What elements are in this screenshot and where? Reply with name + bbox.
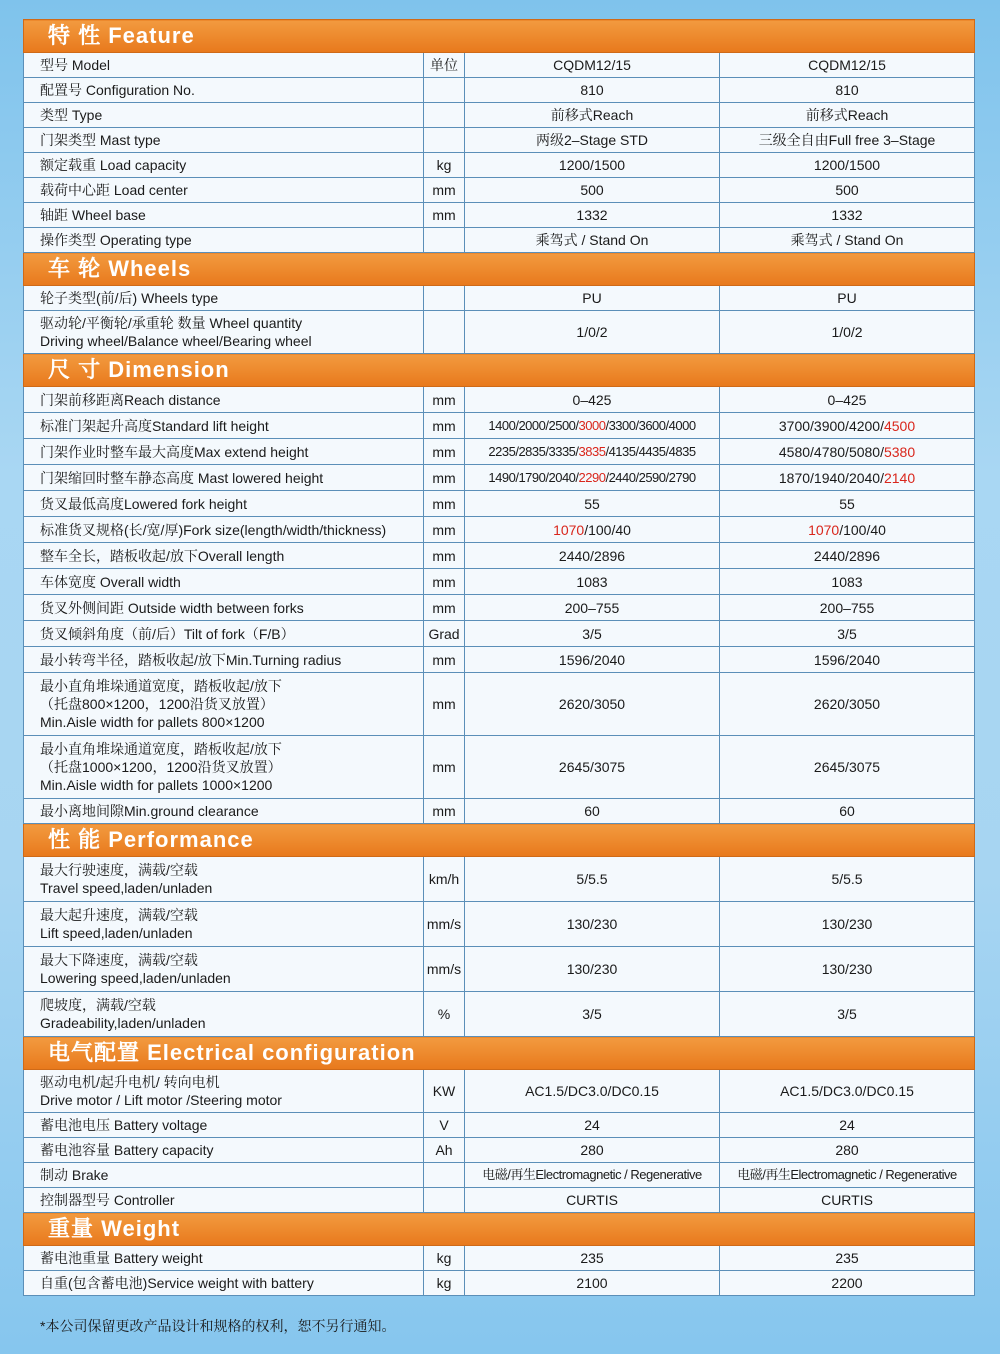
row-unit: km/h [424,857,465,902]
row-unit: mm [424,413,465,439]
table-row [24,128,975,153]
table-row [24,387,975,413]
value-model-2: 1596/2040 [720,647,975,673]
value-model-1: 0–425 [465,387,720,413]
value-part: /3300/3600/4000 [605,417,696,433]
value-model-2: 500 [720,178,975,203]
row-label: 类型 Type [24,103,424,128]
value-model-1: 60 [465,799,720,824]
row-label [24,857,424,902]
footnote: *本公司保留更改产品设计和规格的权利，恕不另行通知。 [40,1318,396,1334]
row-label-line: 驱动电机/起升电机/ 转向电机 [40,1074,220,1090]
row-label [24,902,424,947]
row-unit: % [424,992,465,1037]
value-model-1: 两级2–Stage STD [465,128,720,153]
row-label-line: 最大起升速度，满载/空载 [40,907,198,923]
row-label: 门架作业时整车最大高度Max extend height [24,439,424,465]
table-row [24,228,975,253]
row-label [24,1070,424,1113]
row-unit: mm [424,491,465,517]
value-part: 4580/4780/5080/ [778,443,884,460]
table-row [24,1188,975,1213]
row-unit [424,311,465,354]
table-row [24,736,975,799]
value-model-1: 2620/3050 [465,673,720,736]
value-model-1: 1596/2040 [465,647,720,673]
value-model-1: 1/0/2 [465,311,720,354]
row-unit [424,128,465,153]
value-model-2: 1083 [720,569,975,595]
table-row [24,647,975,673]
row-unit: kg [424,1246,465,1271]
value-model-2: 130/230 [720,947,975,992]
row-label: 最小转弯半径，踏板收起/放下Min.Turning radius [24,647,424,673]
row-label: 蓄电池重量 Battery weight [24,1246,424,1271]
row-label: 货叉外侧间距 Outside width between forks [24,595,424,621]
row-unit [424,78,465,103]
row-label: 制动 Brake [24,1163,424,1188]
value-model-1: 200–755 [465,595,720,621]
row-label [24,311,424,354]
row-label [24,736,424,799]
row-unit: KW [424,1070,465,1113]
value-model-1: 500 [465,178,720,203]
value-model-2: 三级全自由Full free 3–Stage [720,128,975,153]
row-label: 轴距 Wheel base [24,203,424,228]
table-row [24,947,975,992]
table-row [24,992,975,1037]
value-model-2: CURTIS [720,1188,975,1213]
value-model-2 [720,413,975,439]
table-row [24,491,975,517]
table-row [24,286,975,311]
row-unit: mm [424,595,465,621]
row-label: 蓄电池容量 Battery capacity [24,1138,424,1163]
value-model-2: 235 [720,1246,975,1271]
value-model-2: 1332 [720,203,975,228]
table-row [24,53,975,78]
row-label: 操作类型 Operating type [24,228,424,253]
section-header-weight [24,1213,975,1246]
section-title: 特 性 Feature [24,20,975,53]
section-header-wheels [24,253,975,286]
value-model-2: 60 [720,799,975,824]
value-model-2: 前移式Reach [720,103,975,128]
value-model-2: 280 [720,1138,975,1163]
value-model-2: 200–755 [720,595,975,621]
value-model-2: 1/0/2 [720,311,975,354]
spec-table [23,19,975,1296]
value-model-2 [720,439,975,465]
value-model-2: CQDM12/15 [720,53,975,78]
row-label-line: Lowering speed,laden/unladen [40,970,231,986]
row-label-line: Driving wheel/Balance wheel/Bearing wheel [40,333,312,349]
row-unit [424,1188,465,1213]
value-part: 1400/2000/2500/ [488,417,579,433]
value-model-1: PU [465,286,720,311]
value-model-1: 130/230 [465,902,720,947]
table-row [24,569,975,595]
value-part: /4135/4435/4835 [605,443,696,459]
value-model-2: 130/230 [720,902,975,947]
value-model-1: 2645/3075 [465,736,720,799]
row-label-line: 最小直角堆垛通道宽度，踏板收起/放下 [40,741,282,757]
value-model-1: 电磁/再生Electromagnetic / Regenerative [465,1163,720,1188]
row-unit: mm [424,387,465,413]
highlight-value: 1070 [553,521,585,538]
value-model-2: 2645/3075 [720,736,975,799]
table-row [24,799,975,824]
table-row [24,413,975,439]
table-row [24,153,975,178]
row-label: 轮子类型(前/后) Wheels type [24,286,424,311]
row-label-line: Min.Aisle width for pallets 800×1200 [40,714,265,730]
value-model-1: 1332 [465,203,720,228]
row-unit: mm [424,465,465,491]
row-label-line: 爬坡度，满载/空载 [40,997,156,1013]
value-model-1: CURTIS [465,1188,720,1213]
row-unit: mm [424,543,465,569]
value-model-1: 2440/2896 [465,543,720,569]
row-label: 货叉最低高度Lowered fork height [24,491,424,517]
table-row [24,517,975,543]
row-unit: mm [424,736,465,799]
row-label: 门架前移距离Reach distance [24,387,424,413]
row-unit: mm/s [424,947,465,992]
value-model-2: 1200/1500 [720,153,975,178]
table-row [24,1113,975,1138]
table-row [24,203,975,228]
value-model-1: 2100 [465,1271,720,1296]
row-unit: V [424,1113,465,1138]
value-model-1: 3/5 [465,992,720,1037]
highlight-value: 3835 [578,443,606,459]
value-model-1: 1200/1500 [465,153,720,178]
row-label-line: Lift speed,laden/unladen [40,925,193,941]
value-model-1: 3/5 [465,621,720,647]
row-label [24,673,424,736]
value-model-2: 电磁/再生Electromagnetic / Regenerative [720,1163,975,1188]
value-part: 2235/2835/3335/ [488,443,579,459]
row-label: 货叉倾斜角度（前/后）Tilt of fork（F/B） [24,621,424,647]
row-unit: mm [424,439,465,465]
row-label-line: 最小直角堆垛通道宽度，踏板收起/放下 [40,678,282,694]
row-label-line: 最大行驶速度，满载/空载 [40,862,198,878]
value-model-2: 2440/2896 [720,543,975,569]
row-label [24,992,424,1037]
value-model-1: 前移式Reach [465,103,720,128]
value-model-1: 130/230 [465,947,720,992]
value-model-1: 1083 [465,569,720,595]
highlight-value: 2140 [883,469,916,486]
table-row [24,673,975,736]
row-label-line: Gradeability,laden/unladen [40,1015,206,1031]
row-unit: mm [424,673,465,736]
table-row [24,78,975,103]
row-label: 额定载重 Load capacity [24,153,424,178]
section-title: 电气配置 Electrical configuration [24,1037,975,1070]
value-part: 1870/1940/2040/ [778,469,884,486]
row-unit: mm [424,569,465,595]
value-model-1: 280 [465,1138,720,1163]
row-label [24,947,424,992]
table-row [24,103,975,128]
value-part: /100/40 [584,521,631,538]
value-model-1: 810 [465,78,720,103]
row-label-line: （托盘800×1200，1200沿货叉放置） [40,696,274,712]
table-row [24,1163,975,1188]
value-model-2: 55 [720,491,975,517]
row-label: 载荷中心距 Load center [24,178,424,203]
row-label: 整车全长，踏板收起/放下Overall length [24,543,424,569]
table-row [24,902,975,947]
table-row [24,543,975,569]
row-unit: kg [424,1271,465,1296]
value-model-2: 3/5 [720,621,975,647]
value-model-1: 5/5.5 [465,857,720,902]
value-model-1: 235 [465,1246,720,1271]
value-part: 3700/3900/4200/ [778,417,884,434]
row-label-line: Travel speed,laden/unladen [40,880,213,896]
row-label: 标准货叉规格(长/宽/厚)Fork size(length/width/thickness) [24,517,424,543]
row-unit [424,1163,465,1188]
section-title: 性 能 Performance [24,824,975,857]
section-title: 尺 寸 Dimension [24,354,975,387]
row-label: 标准门架起升高度Standard lift height [24,413,424,439]
section-header-dimension [24,354,975,387]
row-unit: mm [424,178,465,203]
row-label-line: 驱动轮/平衡轮/承重轮 数量 Wheel quantity [40,315,303,331]
table-row [24,465,975,491]
table-row [24,595,975,621]
row-label: 控制器型号 Controller [24,1188,424,1213]
section-title: 车 轮 Wheels [24,253,975,286]
value-model-1 [465,517,720,543]
value-part: /100/40 [839,521,886,538]
value-part: /2440/2590/2790 [605,469,696,485]
value-model-1 [465,413,720,439]
row-unit: mm [424,799,465,824]
table-row [24,857,975,902]
highlight-value: 5380 [883,443,916,460]
table-row [24,178,975,203]
row-label: 车体宽度 Overall width [24,569,424,595]
section-header-electrical [24,1037,975,1070]
row-unit: 单位 [424,53,465,78]
row-label: 蓄电池电压 Battery voltage [24,1113,424,1138]
row-label: 最小离地间隙Min.ground clearance [24,799,424,824]
value-model-2: AC1.5/DC3.0/DC0.15 [720,1070,975,1113]
value-part: 1490/1790/2040/ [488,469,579,485]
value-model-2: 2620/3050 [720,673,975,736]
row-unit [424,103,465,128]
row-unit: mm [424,203,465,228]
table-row [24,621,975,647]
row-unit: mm [424,647,465,673]
value-model-1 [465,439,720,465]
row-label-line: Min.Aisle width for pallets 1000×1200 [40,777,273,793]
value-model-2: 5/5.5 [720,857,975,902]
table-row [24,439,975,465]
row-label-line: 最大下降速度，满载/空载 [40,952,198,968]
table-row [24,311,975,354]
row-label: 门架类型 Mast type [24,128,424,153]
value-model-1: CQDM12/15 [465,53,720,78]
value-model-1: 55 [465,491,720,517]
value-model-2: 24 [720,1113,975,1138]
value-model-2 [720,465,975,491]
table-row [24,1271,975,1296]
value-model-2: 乘驾式 / Stand On [720,228,975,253]
value-model-2: 810 [720,78,975,103]
value-model-2: PU [720,286,975,311]
row-label: 自重(包含蓄电池)Service weight with battery [24,1271,424,1296]
row-unit: kg [424,153,465,178]
table-row [24,1138,975,1163]
highlight-value: 2290 [578,469,606,485]
row-unit [424,286,465,311]
section-header-feature [24,20,975,53]
highlight-value: 1070 [808,521,840,538]
value-model-1: 24 [465,1113,720,1138]
row-unit: mm [424,517,465,543]
table-row [24,1070,975,1113]
highlight-value: 4500 [883,417,916,434]
row-label: 配置号 Configuration No. [24,78,424,103]
row-unit: mm/s [424,902,465,947]
value-model-1: 乘驾式 / Stand On [465,228,720,253]
row-unit [424,228,465,253]
value-model-2: 0–425 [720,387,975,413]
value-model-2: 3/5 [720,992,975,1037]
row-label: 型号 Model [24,53,424,78]
section-header-performance [24,824,975,857]
row-label-line: Drive motor / Lift motor /Steering motor [40,1092,282,1108]
highlight-value: 3000 [578,417,606,433]
value-model-1 [465,465,720,491]
row-label: 门架缩回时整车静态高度 Mast lowered height [24,465,424,491]
value-model-2: 2200 [720,1271,975,1296]
spec-sheet [23,19,974,1296]
section-title: 重量 Weight [24,1213,975,1246]
value-model-1: AC1.5/DC3.0/DC0.15 [465,1070,720,1113]
value-model-2 [720,517,975,543]
row-unit: Ah [424,1138,465,1163]
row-unit: Grad [424,621,465,647]
table-row [24,1246,975,1271]
row-label-line: （托盘1000×1200，1200沿货叉放置） [40,759,282,775]
